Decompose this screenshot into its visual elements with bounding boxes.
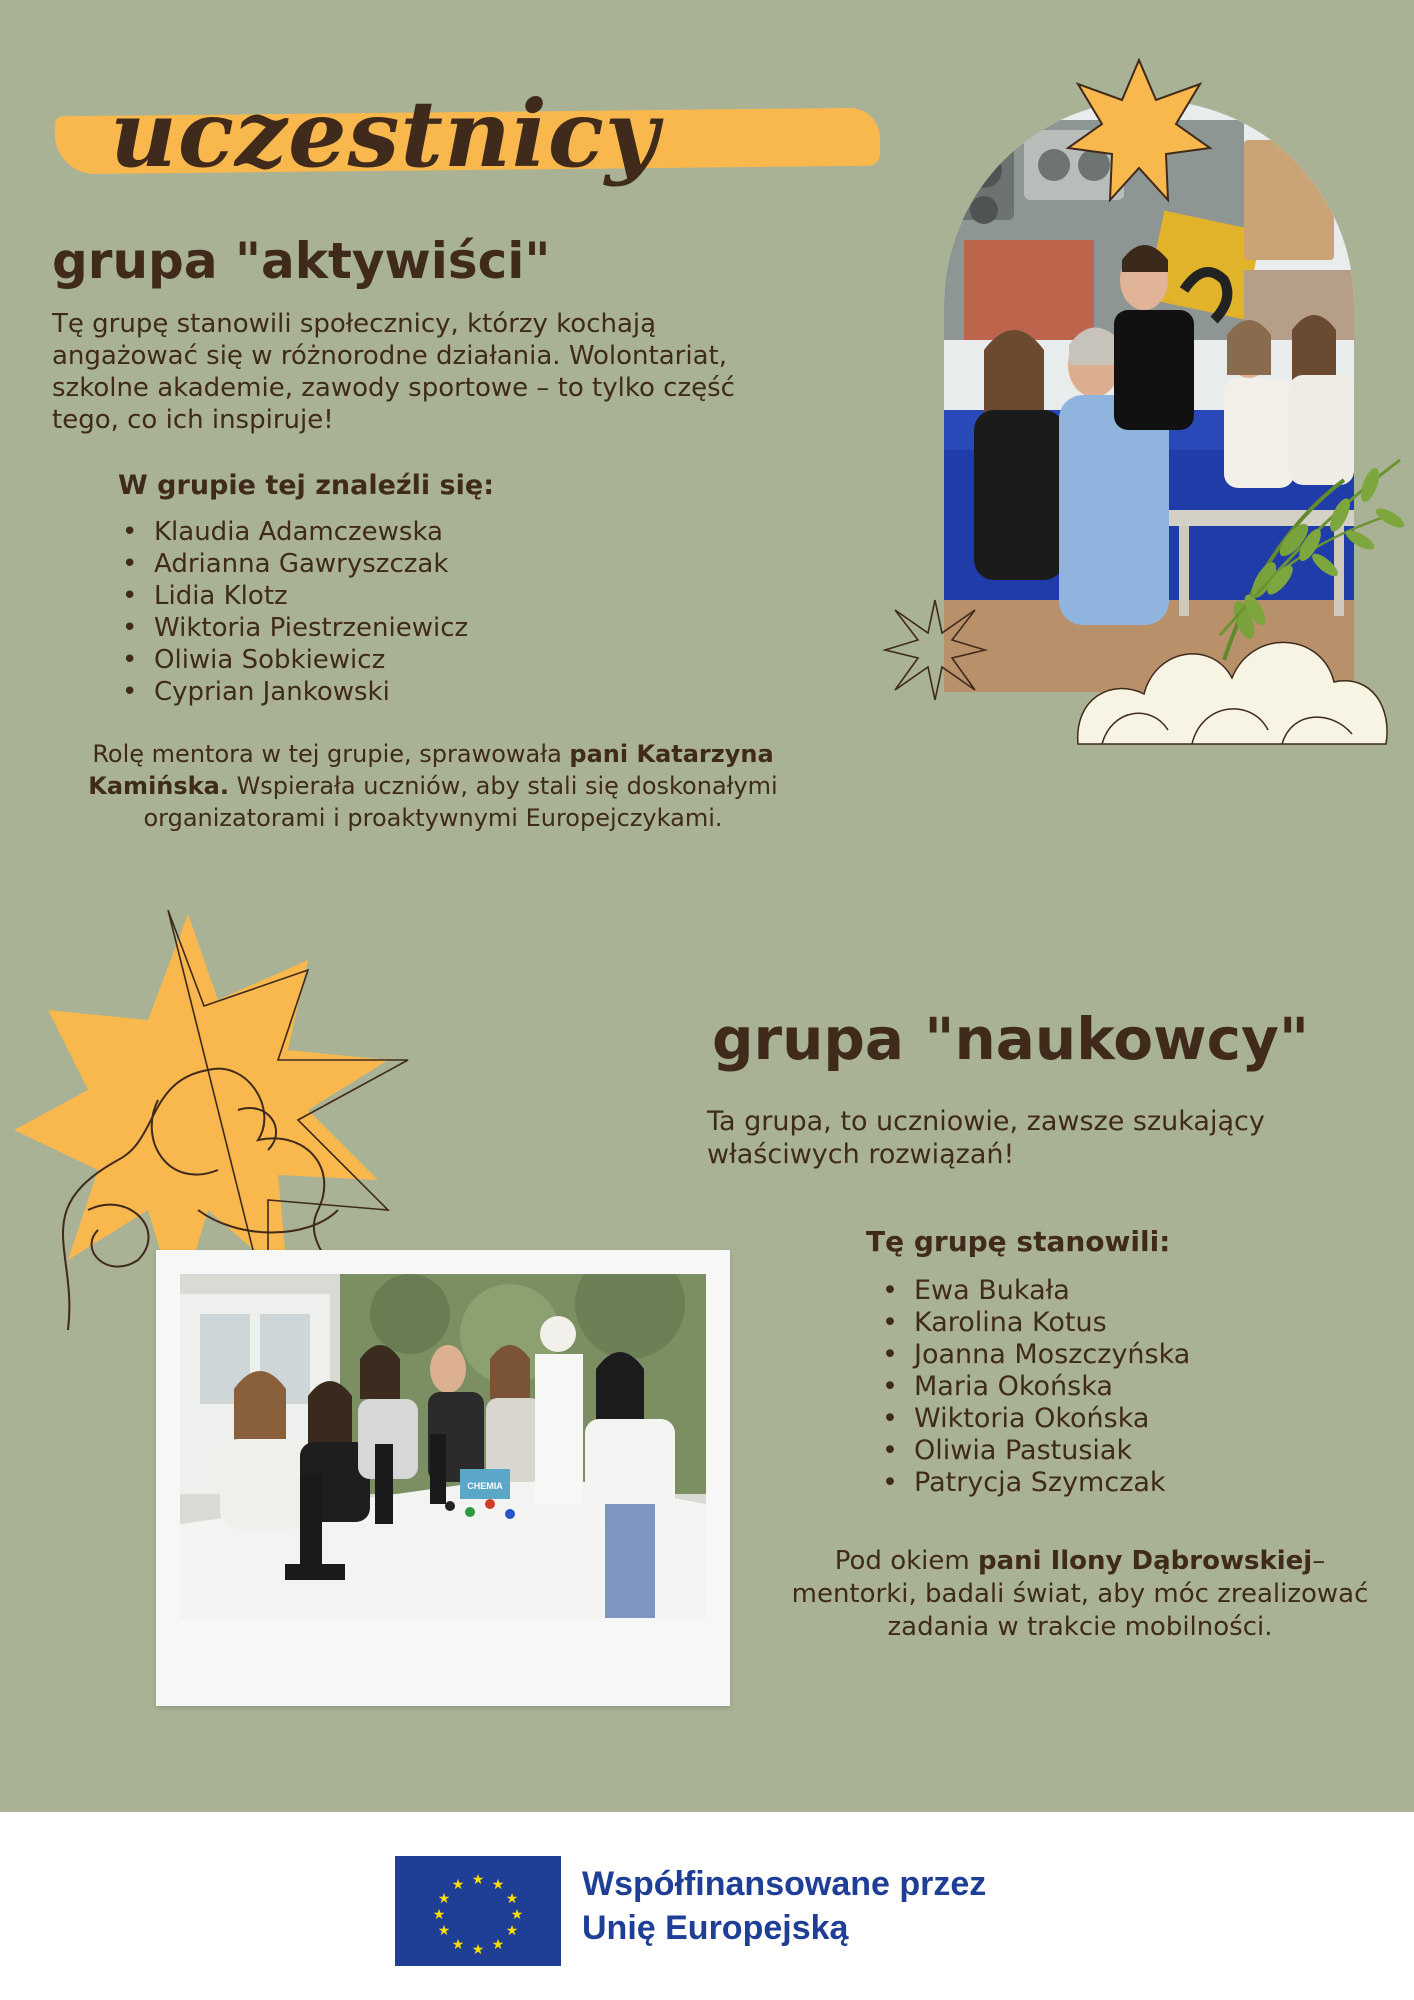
group2-polaroid <box>156 1250 730 1706</box>
list-item: • Wiktoria Piestrzeniewicz <box>118 612 468 644</box>
group2-photo <box>180 1274 706 1618</box>
leaf-branch-icon <box>1200 440 1414 640</box>
svg-text:★: ★ <box>451 1937 465 1953</box>
svg-text:★: ★ <box>471 1872 485 1888</box>
eu-cofunding-line2: Unię Europejską <box>582 1909 849 1947</box>
list-item: • Cyprian Jankowski <box>118 676 468 708</box>
list-item: • Klaudia Adamczewska <box>118 516 468 548</box>
svg-text:★: ★ <box>432 1907 446 1923</box>
mentor-text: Rolę mentora w tej grupie, sprawowała <box>92 740 570 768</box>
group1-description: Tę grupę stanowili społecznicy, którzy kochają angażować się w różnorodne działania. Wolontariat, szkolne akademie, zawody sportowe – to tylko część tego, co ich inspiruje! <box>52 309 735 435</box>
list-item: • Patrycja Szymczak <box>878 1467 1190 1499</box>
list-item: • Lidia Klotz <box>118 580 468 612</box>
eu-cofunding-line1: Współfinansowane przez <box>582 1865 987 1903</box>
list-item: • Joanna Moszczyńska <box>878 1339 1190 1371</box>
list-item: • Maria Okońska <box>878 1371 1190 1403</box>
svg-text:★: ★ <box>505 1923 519 1939</box>
group2-member-list <box>878 1275 1190 1499</box>
mentor-text: – mentorki, badali świat, aby móc zrealizować zadania w trakcie mobilności. <box>791 1546 1369 1642</box>
chemistry-box-label: CHEMIA <box>467 1481 503 1491</box>
mentor-text: Pod okiem <box>834 1546 978 1576</box>
group2-description: Ta grupa, to uczniowie, zawsze szukający właściwych rozwiązań! <box>707 1106 1265 1170</box>
svg-text:★: ★ <box>437 1923 451 1939</box>
spiky-doodle-icon <box>880 595 990 705</box>
list-item: • Oliwia Pastusiak <box>878 1435 1190 1467</box>
list-item: • Oliwia Sobkiewicz <box>118 644 468 676</box>
svg-text:★: ★ <box>437 1891 451 1907</box>
svg-text:★: ★ <box>491 1877 505 1893</box>
group2-mentor-note <box>770 1545 1390 1644</box>
group1-mentor-note <box>48 738 818 834</box>
group1-members-heading: W grupie tej znaleźli się: <box>118 470 494 501</box>
svg-text:★: ★ <box>491 1937 505 1953</box>
cloud-shape-icon <box>1072 618 1392 748</box>
mentor-name: pani Ilony Dąbrowskiej <box>977 1546 1313 1576</box>
mentor-text: Wspierała uczniów, aby stali się doskonałymi organizatorami i proaktywnymi Europejczykami. <box>143 772 778 832</box>
list-item: • Karolina Kotus <box>878 1307 1190 1339</box>
group1-title: grupa "aktywiści" <box>52 232 551 290</box>
svg-text:★: ★ <box>510 1907 524 1923</box>
svg-text:★: ★ <box>505 1891 519 1907</box>
group2-members-heading: Tę grupę stanowili: <box>866 1225 1171 1258</box>
svg-text:★: ★ <box>451 1877 465 1893</box>
svg-text:★: ★ <box>471 1942 485 1958</box>
page-title: uczestnicy <box>110 80 660 188</box>
list-item: • Ewa Bukała <box>878 1275 1190 1307</box>
list-item: • Adrianna Gawryszczak <box>118 548 468 580</box>
eu-cofunding-text <box>582 1862 986 1950</box>
mentor-name: pani Katarzyna Kamińska. <box>88 740 774 800</box>
list-item: • Wiktoria Okońska <box>878 1403 1190 1435</box>
group1-member-list <box>118 516 468 708</box>
eu-flag-icon <box>395 1856 561 1966</box>
group2-title: grupa "naukowcy" <box>712 1005 1310 1073</box>
star-decoration-icon <box>1064 56 1214 206</box>
